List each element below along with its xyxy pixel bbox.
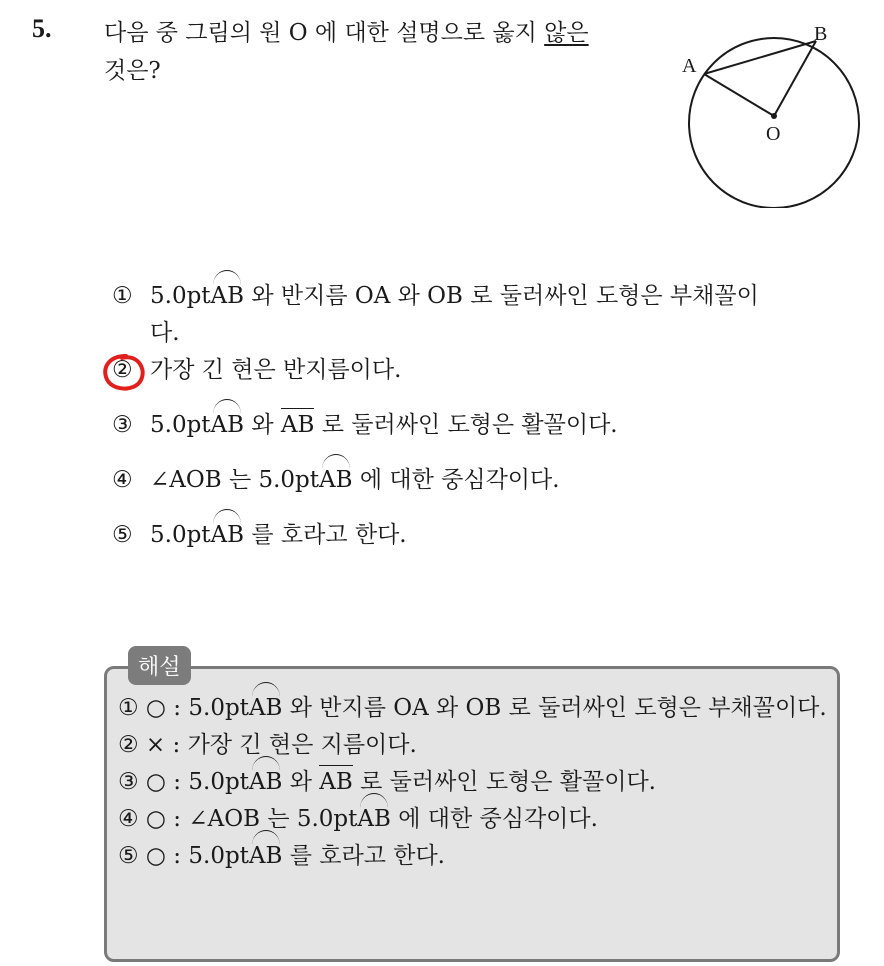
- arc-ab: AB: [211, 407, 245, 444]
- explanation-marker: ⑤ ○ :: [118, 843, 189, 869]
- explanation-marker: ③ ○ :: [118, 769, 189, 795]
- option-rest: 에 대한 중심각이다.: [352, 467, 560, 493]
- question-number: 5.: [32, 14, 52, 43]
- option-5[interactable]: [112, 517, 762, 554]
- explanation-text: [188, 838, 830, 875]
- explanation-prefix: 5.0pt: [188, 843, 249, 869]
- option-text: [150, 407, 762, 444]
- explanation-rest: 에 대한 중심각이다.: [390, 806, 598, 832]
- question-stem: [104, 14, 664, 90]
- stem-text: 다음 중 그림의 원 O 에 대한 설명으로 옳지: [104, 20, 545, 46]
- arc-ab: AB: [249, 838, 283, 875]
- explanation-prefix: ∠AOB 는 5.0pt: [188, 806, 358, 832]
- explanation-marker: ④ ○ :: [118, 806, 189, 832]
- circle-figure: [676, 18, 866, 208]
- explanation-text: [188, 690, 830, 727]
- arc-ab: AB: [319, 462, 353, 499]
- option-prefix: 5.0pt: [150, 412, 211, 438]
- option-mark: ③: [112, 412, 133, 438]
- answer-marker-icon: [100, 352, 150, 394]
- explanation-text: 가장 긴 현은 지름이다.: [187, 732, 417, 758]
- explanation-mid: 와: [282, 769, 320, 795]
- stem-underlined-word: 않은: [544, 20, 589, 46]
- option-1[interactable]: [112, 278, 762, 352]
- option-mark: ⑤: [112, 522, 133, 548]
- label-o: O: [766, 123, 781, 145]
- option-2[interactable]: [112, 352, 762, 389]
- explanation-rest: 와 반지름 OA 와 OB 로 둘러싸인 도형은 부채꼴이다.: [282, 695, 827, 721]
- arc-ab: AB: [249, 690, 283, 727]
- segment-ab: AB: [281, 407, 315, 444]
- option-prefix: 5.0pt: [150, 283, 211, 309]
- explanation-text: [188, 764, 830, 801]
- center-point: [771, 113, 777, 119]
- option-text: [150, 517, 762, 554]
- explanation-line-3: [118, 764, 830, 801]
- explanation-tag: 해설: [128, 646, 191, 685]
- explanation-line-1: [118, 690, 830, 727]
- arc-ab: AB: [211, 278, 245, 315]
- option-rest: 를 호라고 한다.: [244, 522, 407, 548]
- answer-options: [112, 278, 762, 554]
- radius-oa: [704, 74, 774, 116]
- option-prefix: ∠AOB 는 5.0pt: [150, 467, 320, 493]
- option-rest: 와 반지름 OA 와 OB 로 둘러싸인 도형은 부채꼴이다.: [150, 283, 759, 346]
- option-text: 가장 긴 현은 반지름이다.: [150, 357, 402, 383]
- option-mark: ①: [112, 283, 133, 309]
- explanation-line-5: [118, 838, 830, 875]
- option-text: [150, 278, 762, 352]
- option-text: [150, 462, 762, 499]
- explanation-text: [188, 801, 830, 838]
- label-a: A: [682, 55, 697, 77]
- label-b: B: [814, 23, 828, 45]
- stem-text-line2: 것은?: [104, 58, 161, 84]
- explanation-marker: ② × :: [118, 732, 188, 758]
- option-rest: 로 둘러싸인 도형은 활꼴이다.: [314, 412, 618, 438]
- explanation-prefix: 5.0pt: [188, 769, 249, 795]
- arc-ab: AB: [211, 517, 245, 554]
- arc-ab: AB: [249, 764, 283, 801]
- segment-ab: AB: [319, 764, 353, 801]
- explanation-line-2: [118, 727, 830, 764]
- explanation-marker: ① ○ :: [118, 695, 189, 721]
- option-4[interactable]: [112, 462, 762, 499]
- option-mark: ④: [112, 467, 133, 493]
- option-prefix: 5.0pt: [150, 522, 211, 548]
- explanation-rest: 로 둘러싸인 도형은 활꼴이다.: [352, 769, 656, 795]
- option-mid: 와: [244, 412, 281, 438]
- explanation-prefix: 5.0pt: [188, 695, 249, 721]
- explanation-content: [118, 690, 830, 875]
- arc-ab: AB: [357, 801, 391, 838]
- explanation-line-4: [118, 801, 830, 838]
- explanation-rest: 를 호라고 한다.: [282, 843, 445, 869]
- option-3[interactable]: [112, 407, 762, 444]
- option-mark: ②: [112, 357, 133, 383]
